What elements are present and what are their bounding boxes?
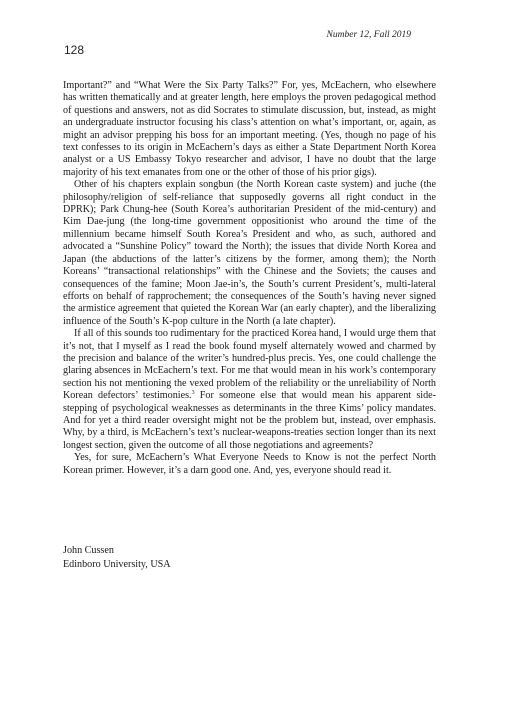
running-head: Number 12, Fall 2019 — [326, 30, 411, 40]
paragraph-text-continued: For someone else that would mean his apparent side-stepping of psychological weaknesses as determinants in the three Kims’ policy mandates. And for yet a third reader oversight might not be the problem but, instead, over emphasis. Why, by a third, is McEachern’s text’s nuclear-weapons-treaties section longer than its next longest section, given the outcome of all those negotiations and agreements? — [63, 390, 437, 451]
paragraph: Other of his chapters explain songbun (the North Korean caste system) and juche (the philosophy/religion of self-reliance that supposedly governs all right conduct in the DPRK); Park Chung-hee (South Korea’s authoritarian President of the mid-century) and Kim Dae-jung (the long-time government oppositionist who around the time of the millennium became himself South Korea’s President and who, as such, authored and advocated a “Sunshine Policy” toward the North); the issues that divide North Korea and Japan (the abductions of the latter’s citizens by the former, among them); the North Koreans’ “transactional relationships” with the Chinese and the Soviets; the causes and consequences of the famine; Moon Jae-in’s, the South’s current President’s, multi-lateral efforts on behalf of rapprochement; the consequences of the South’s having never signed the armistice agreement that quieted the Korean War (an early chapter), and the liberalizing influence of the South’s K-pop culture in the North (a late chapter). — [63, 179, 436, 327]
author-affiliation: Edinboro University, USA — [63, 559, 171, 570]
author-name: John Cussen — [63, 545, 114, 556]
author-signature — [63, 544, 171, 572]
paragraph: Yes, for sure, McEachern’s What Everyone Needs to Know is not the perfect North Korean primer. However, it’s a darn good one. And, yes, everyone should read it. — [63, 452, 436, 476]
page-number: 128 — [64, 43, 85, 57]
paragraph — [63, 328, 436, 452]
paragraph: Important?” and “What Were the Six Party Talks?” For, yes, McEachern, who elsewhere has written thematically and at greater length, here employs the proven pedagogical method of questions and answers, not as did Socrates to stimulate discussion, but, instead, as might an undergraduate instructor focusing his class’s attention on what’s important, or, again, as might an advisor prepping his boss for an important meeting. (Yes, though no page of his text confesses to its origin in McEachern’s days as either a State Department North Korea analyst or a US Embassy Tokyo researcher and advisor, I have no doubt that the large majority of his text emanates from one or the other of those of his prior gigs). — [63, 80, 436, 178]
paragraph-text: If all of this sounds too rudimentary for the practiced Korea hand, I would urge them that it’s not, that I myself as I read the book found myself alternately wowed and charmed by the precision and balance of the writer’s hundred-plus precis. Yes, one could challenge the glaring absences in McEachern’s text. For me that would mean in his work’s contemporary section his not mentioning the vexed problem of the reliability or the unreliability of North Korean defectors’ testimonies. — [63, 328, 436, 402]
footnote-marker: 3 — [191, 390, 195, 397]
article-body — [63, 80, 436, 477]
